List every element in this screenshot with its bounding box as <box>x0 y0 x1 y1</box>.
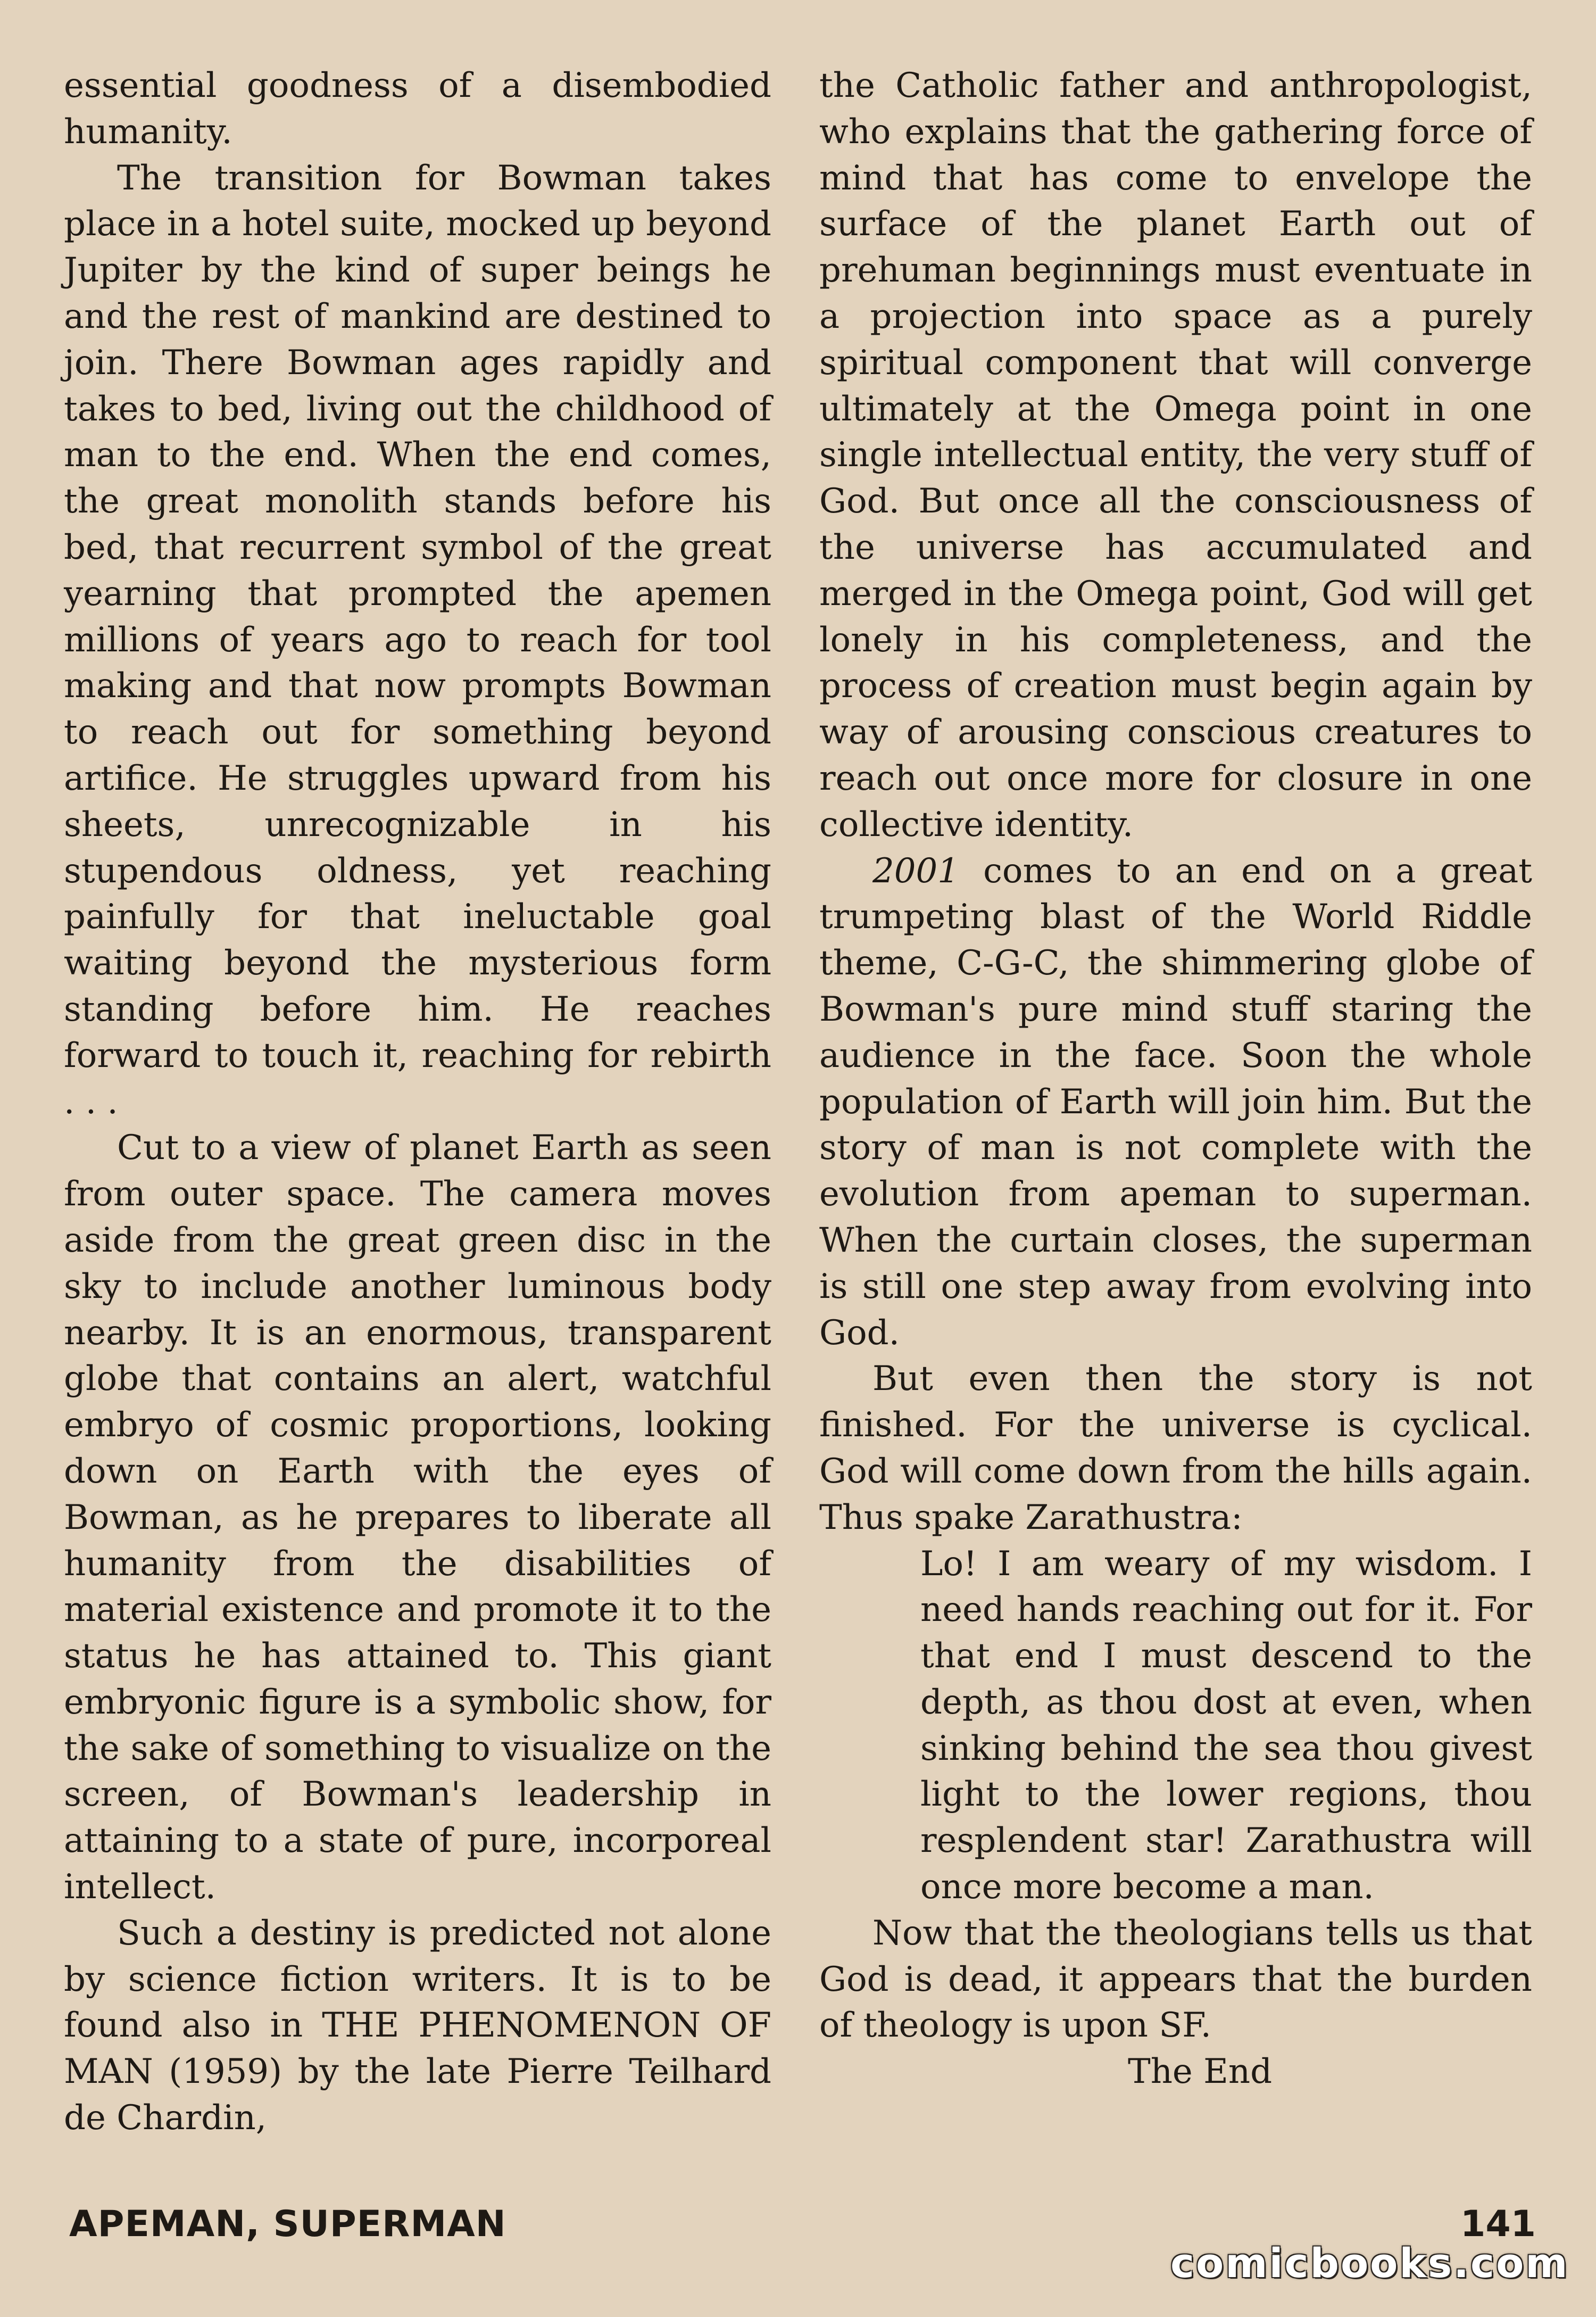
paragraph: Such a destiny is predicted not alone by science fiction writers. It is to be found also in THE PHENOMENON OF MAN (1959) by the late Pierre Teilhard de Chardin, <box>64 1913 771 2138</box>
watermark: comicbooks.com <box>1170 2239 1569 2287</box>
paragraph: But even then the story is not finished. For the universe is cyclical. God will come down from the hills again. Thus spake Zarathustra: <box>819 1359 1532 1537</box>
paragraph: The transition for Bowman takes place in a hotel suite, mocked up beyond Jupiter by the kind of super beings he and the rest of mankind are destined to join. There Bowman ages rapidly and takes to bed, living out the childhood of man to the end. When the end comes, the great monolith stands before his bed, that recurrent symbol of the great yearning that prompted the apemen millions of years ago to reach for tool making and that now prompts Bowman to reach out for something beyond artifice. He struggles upward from his sheets, unrecognizable in his stupendous oldness, yet reaching painfully for that ineluctable goal waiting beyond the mysterious form standing before him. He reaches forward to touch it, reaching for rebirth . . . <box>64 158 771 1122</box>
paragraph <box>819 848 1532 1356</box>
left-column <box>64 63 771 2141</box>
right-column <box>819 63 1532 2095</box>
paragraph: the Catholic father and anthropologist, who explains that the gathering force of mind that has come to envelope the surface of the planet Earth out of prehuman beginnings must eventuate in a projection into space as a purely spiritual component that will converge ultimately at the Omega point in one single intellectual entity, the very stuff of God. But once all the consciousness of the universe has accumulated and merged in the Omega point, God will get lonely in his completeness, and the process of creation must begin again by way of arousing conscious creatures to reach out once more for closure in one collective identity. <box>819 66 1532 845</box>
running-title: APEMAN, SUPERMAN <box>69 2203 506 2245</box>
end-marker: The End <box>1128 2052 1273 2092</box>
paragraph-text: comes to an end on a great trumpeting blast of the World Riddle theme, C-G-C, the shimmering globe of Bowman's pure mind stuff staring the audience in the face. Soon the whole population of Earth will join him. But the story of man is not complete with the evolution from apeman to superman. When the curtain closes, the superman is still one step away from evolving into God. <box>819 851 1532 1353</box>
page-number: 141 <box>1460 2203 1536 2245</box>
block-quote: Lo! I am weary of my wisdom. I need hands reaching out for it. For that end I must descend to the depth, as thou dost at even, when sinking behind the sea thou givest light to the lower regions, thou resplendent star! Zarathustra will once more become a man. <box>920 1544 1532 1907</box>
paragraph: essential goodness of a disembodied humanity. <box>64 66 771 152</box>
paragraph: Now that the theologians tells us that God is dead, it appears that the burden of theology is upon SF. <box>819 1913 1532 2046</box>
film-title: 2001 <box>872 851 959 891</box>
paragraph: Cut to a view of planet Earth as seen from outer space. The camera moves aside from the great green disc in the sky to include another luminous body nearby. It is an enormous, transparent globe that contains an alert, watchful embryo of cosmic proportions, looking down on Earth with the eyes of Bowman, as he prepares to liberate all humanity from the disabilities of material existence and promote it to the status he has attained to. This giant embryonic figure is a symbolic show, for the sake of something to visualize on the screen, of Bowman's leadership in attaining to a state of pure, incorporeal intellect. <box>64 1128 771 1907</box>
